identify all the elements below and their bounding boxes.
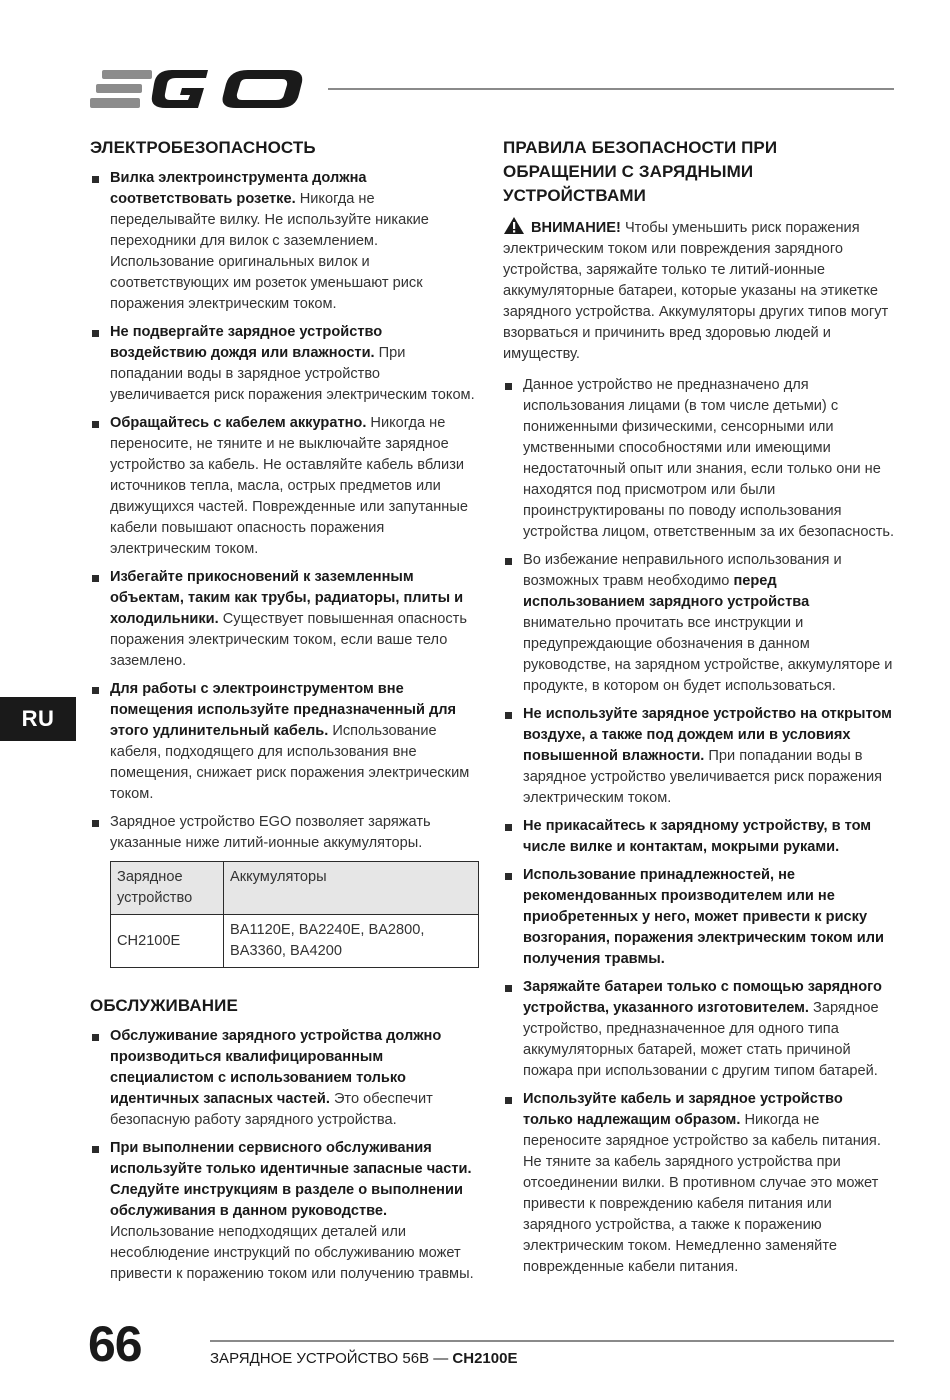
list-item bbox=[90, 1026, 482, 1131]
table-row bbox=[111, 915, 479, 968]
left-column bbox=[90, 136, 482, 1292]
list-item bbox=[503, 977, 895, 1082]
table-header-cell: Аккумуляторы bbox=[224, 862, 479, 915]
section-title-service: ОБСЛУЖИВАНИЕ bbox=[90, 996, 238, 1015]
item-bold: Вилка электроинструмента должна соответствовать розетке. bbox=[110, 170, 367, 207]
list-item bbox=[503, 550, 895, 697]
list-item bbox=[90, 1138, 482, 1285]
list-item bbox=[90, 812, 482, 854]
list-item bbox=[503, 704, 895, 809]
warning-paragraph bbox=[503, 216, 895, 365]
table-header-cell: Зарядное устройство bbox=[111, 862, 224, 915]
item-text: Существует повышенная опасность поражения электрическим током, если ваше тело заземлено. bbox=[110, 611, 467, 669]
item-bold: Не используйте зарядное устройство на открытом воздухе, а также под дождем или в условиях повышенной влажности. bbox=[523, 706, 892, 764]
item-text: При попадании воды в зарядное устройство увеличивается риск поражения электрическим током. bbox=[110, 345, 475, 403]
list-item bbox=[503, 1089, 895, 1278]
section-title-charger-safety: ПРАВИЛА БЕЗОПАСНОСТИ ПРИ ОБРАЩЕНИИ С ЗАРЯДНЫМИ УСТРОЙСТВАМИ bbox=[503, 138, 778, 205]
warning-icon bbox=[503, 216, 525, 235]
list-item bbox=[90, 567, 482, 672]
item-bold: Не подвергайте зарядное устройство воздействию дождя или влажности. bbox=[110, 324, 383, 361]
list-item bbox=[90, 322, 482, 406]
item-text: Зарядное устройство EGO позволяет заряжать указанные ниже литий-ионные аккумуляторы. bbox=[110, 814, 431, 851]
footer-model: CH2100E bbox=[452, 1350, 518, 1367]
item-bold: Обращайтесь с кабелем аккуратно. bbox=[110, 415, 367, 431]
item-text: внимательно прочитать все инструкции и предупреждающие обозначения в данном руководстве, на зарядном устройстве, аккумуляторе и продукте, в котором он будет использоваться. bbox=[523, 615, 893, 694]
item-text: Никогда не переносите, не тяните и не выключайте зарядное устройство за кабель. Не оставляйте кабель вблизи источников тепла, масла, острых предметов или движущихся частей. Поврежденные или запутанные кабели повышают опасность поражения электрическим током. bbox=[110, 415, 468, 557]
item-text: Использование кабеля, подходящего для использования вне помещения, снижает риск поражения электрическим током. bbox=[110, 723, 470, 802]
item-bold: перед использованием зарядного устройства bbox=[523, 573, 810, 610]
item-bold: Используйте кабель и зарядное устройство только надлежащим образом. bbox=[523, 1091, 843, 1128]
table-cell: BA1120E, BA2240E, BA2800, BA3360, BA4200 bbox=[224, 915, 479, 968]
list-item bbox=[90, 679, 482, 805]
warning-label: ВНИМАНИЕ! bbox=[531, 220, 621, 236]
item-bold: Обслуживание зарядного устройства должно производиться квалифицированным специалистом с использованием только идентичных запасных частей. bbox=[110, 1028, 442, 1107]
section-title-electrical-safety: ЭЛЕКТРОБЕЗОПАСНОСТЬ bbox=[90, 138, 316, 157]
page-number: 66 bbox=[88, 1316, 142, 1372]
footer-doc-title: ЗАРЯДНОЕ УСТРОЙСТВО 56В — bbox=[210, 1350, 453, 1367]
table-header-row bbox=[111, 862, 479, 915]
item-pre: Во избежание неправильного использования и возможных травм необходимо bbox=[523, 552, 842, 589]
charger-safety-list bbox=[503, 375, 895, 1278]
footer-title bbox=[210, 1349, 517, 1369]
electrical-safety-list bbox=[90, 168, 482, 854]
item-text: Никогда не переносите зарядное устройство за кабель питания. Не тяните за кабель зарядного устройства при отсоединении вилки. В противном случае это может привести к повреждению кабеля питания или зарядного устройства, а также к поражению электрическим током. Немедленно заменяйте поврежденные кабели питания. bbox=[523, 1112, 881, 1275]
item-text: Это обеспечит безопасную работу зарядного устройства. bbox=[110, 1091, 433, 1128]
item-bold: Использование принадлежностей, не рекомендованных производителем или не приобретенных у него, может привести к риску возгорания, поражения электрическим током или получения травмы. bbox=[523, 867, 885, 967]
item-text: Зарядное устройство, предназначенное для одного типа аккумуляторных батарей, может стать причиной пожара при использовании с другим типом батарей. bbox=[523, 1000, 879, 1079]
compatible-batteries-table bbox=[110, 861, 479, 968]
header-rule bbox=[328, 88, 894, 90]
item-bold: Заряжайте батареи только с помощью зарядного устройства, указанного изготовителем. bbox=[523, 979, 882, 1016]
list-item bbox=[503, 816, 895, 858]
table-cell: CH2100E bbox=[111, 915, 224, 968]
item-bold: При выполнении сервисного обслуживания используйте только идентичные запасные части. Следуйте инструкциям в разделе о выполнении обслуживания в данном руководстве. bbox=[110, 1140, 472, 1219]
item-text: Никогда не переделывайте вилку. Не используйте никакие переходники для вилок с заземлением. Использование оригинальных вилок и соответствующих им розеток уменьшают риск поражения электрическим током. bbox=[110, 191, 429, 312]
list-item bbox=[90, 168, 482, 315]
footer-rule bbox=[210, 1340, 894, 1342]
item-text: При попадании воды в зарядное устройство увеличивается риск поражения электрическим током. bbox=[523, 748, 883, 806]
service-list bbox=[90, 1026, 482, 1285]
item-bold: Не прикасайтесь к зарядному устройству, в том числе вилке и контактам, мокрыми руками. bbox=[523, 818, 872, 855]
warning-text: Чтобы уменьшить риск поражения электрическим током или повреждения зарядного устройства, заряжайте только те литий-ионные аккумуляторные батареи, которые указаны на этикетке зарядного устройства. Аккумуляторы других типов могут взорваться и причинить вред здоровью людей и имуществу. bbox=[503, 220, 889, 362]
item-bold: Избегайте прикосновений к заземленным объектам, таким как трубы, радиаторы, плиты и холодильники. bbox=[110, 569, 464, 627]
right-column bbox=[503, 136, 895, 1285]
ego-logo bbox=[90, 66, 306, 112]
list-item bbox=[503, 375, 895, 543]
item-bold: Для работы с электроинструментом вне помещения используйте предназначенный для этого удлинительный кабель. bbox=[110, 681, 457, 739]
item-text: Данное устройство не предназначено для использования лицами (в том числе детьми) с пониженными физическими, сенсорными или умственными способностями или имеющими недостаточный опыт или знания, если только они не находятся под присмотром или были проинструктированы по поводу использования устройства лицом, ответственным за их безопасность. bbox=[523, 377, 895, 540]
list-item bbox=[90, 413, 482, 560]
item-text: Использование неподходящих деталей или несоблюдение инструкций по обслуживанию может привести к поражению током или получению травмы. bbox=[110, 1224, 474, 1282]
list-item bbox=[503, 865, 895, 970]
language-tab: RU bbox=[0, 697, 76, 741]
